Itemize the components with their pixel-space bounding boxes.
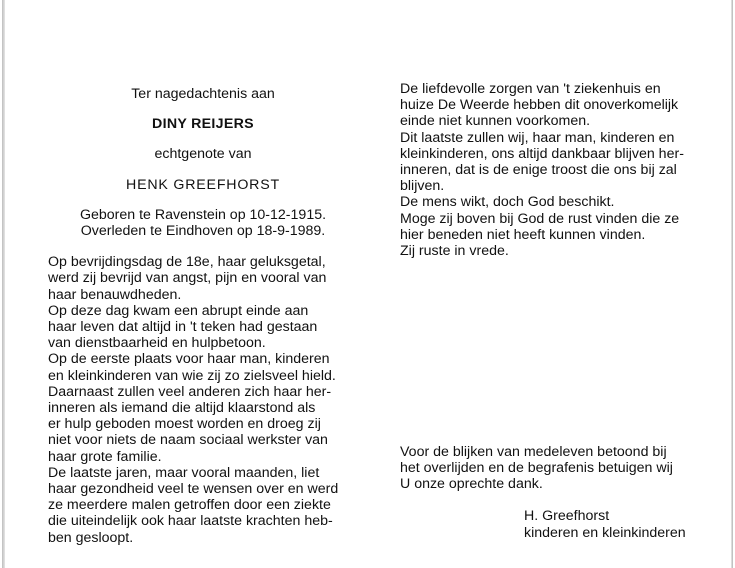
body-line: Op de eerste plaats voor haar man, kinderen xyxy=(48,351,330,368)
body-line: De laatste jaren, maar vooral maanden, liet xyxy=(48,464,320,481)
body-line: inneren als iemand die altijd klaarstond als xyxy=(48,400,316,417)
body-line: werd zij bevrijd van angst, pijn en vooral van xyxy=(48,270,327,287)
deceased-name: DINY REIJERS xyxy=(152,116,254,133)
spouse-name: HENK GREEFHORST xyxy=(126,176,280,193)
body-line: Op deze dag kwam een abrupt einde aan xyxy=(48,302,309,319)
body-line: Moge zij boven bij God de rust vinden die ze xyxy=(400,210,680,227)
card-left-edge xyxy=(2,0,5,568)
right-column xyxy=(400,81,695,259)
intro-text: Ter nagedachtenis aan xyxy=(131,86,275,102)
left-column xyxy=(48,86,358,546)
body-line: ze meerdere malen getroffen door een ziekte xyxy=(48,497,331,514)
signature-name: H. Greefhorst xyxy=(524,508,610,524)
body-line: De liefdevolle zorgen van 't ziekenhuis en xyxy=(400,81,661,97)
body-line: haar benauwdheden. xyxy=(48,286,182,303)
body-line: Dit laatste zullen wij, haar man, kinderen en xyxy=(400,129,675,146)
body-line: einde niet kunnen voorkomen. xyxy=(400,113,591,130)
body-line: Daarnaast zullen veel anderen zich haar her- xyxy=(48,383,332,400)
body-line: en kleinkinderen van wie zij zo zielsveel hield. xyxy=(48,367,336,384)
card-right-edge xyxy=(731,0,733,568)
thanks-line: Voor de blijken van medeleven betoond bij xyxy=(400,444,667,460)
body-line: niet voor niets de naam sociaal werkster van xyxy=(48,432,328,449)
thanks-text xyxy=(400,444,700,493)
body-line: haar gezondheid veel te wensen over en werd xyxy=(48,481,339,498)
thanks-line: U onze oprechte dank. xyxy=(400,476,543,493)
body-line: Zij ruste in vrede. xyxy=(400,243,509,260)
relation-text: echtgenote van xyxy=(154,146,252,163)
body-line: ben gesloopt. xyxy=(48,529,134,546)
body-line: die uiteindelijk ook haar laatste krachten heb- xyxy=(48,513,333,530)
death-line: Overleden te Eindhoven op 18-9-1989. xyxy=(80,223,326,240)
body-line: huize De Weerde hebben dit onoverkomelijk xyxy=(400,97,679,114)
left-body-text xyxy=(48,254,358,546)
body-line: haar leven dat altijd in 't teken had gestaan xyxy=(48,319,318,336)
thanks-line: het overlijden en de begrafenis betuigen wij xyxy=(400,460,673,477)
memorial-header xyxy=(48,86,358,239)
signature-block xyxy=(524,508,686,542)
body-line: blijven. xyxy=(400,178,445,195)
body-line: kleinkinderen, ons altijd dankbaar blijven her- xyxy=(400,145,684,162)
birth-line: Geboren te Ravenstein op 10-12-1915. xyxy=(79,206,327,223)
body-line: er hulp geboden moest worden en droeg zij xyxy=(48,416,321,433)
body-line: inneren, dat is de enige troost die ons bij zal xyxy=(400,162,677,179)
signature-family: kinderen en kleinkinderen xyxy=(524,525,686,541)
body-line: van dienstbaarheid en hulpbetoon. xyxy=(48,335,266,352)
body-line: Op bevrijdingsdag de 18e, haar geluksgetal, xyxy=(48,254,326,271)
body-line: hier beneden niet heeft kunnen vinden. xyxy=(400,226,646,243)
body-line: haar grote familie. xyxy=(48,448,162,465)
body-line: De mens wikt, doch God beschikt. xyxy=(400,194,615,211)
